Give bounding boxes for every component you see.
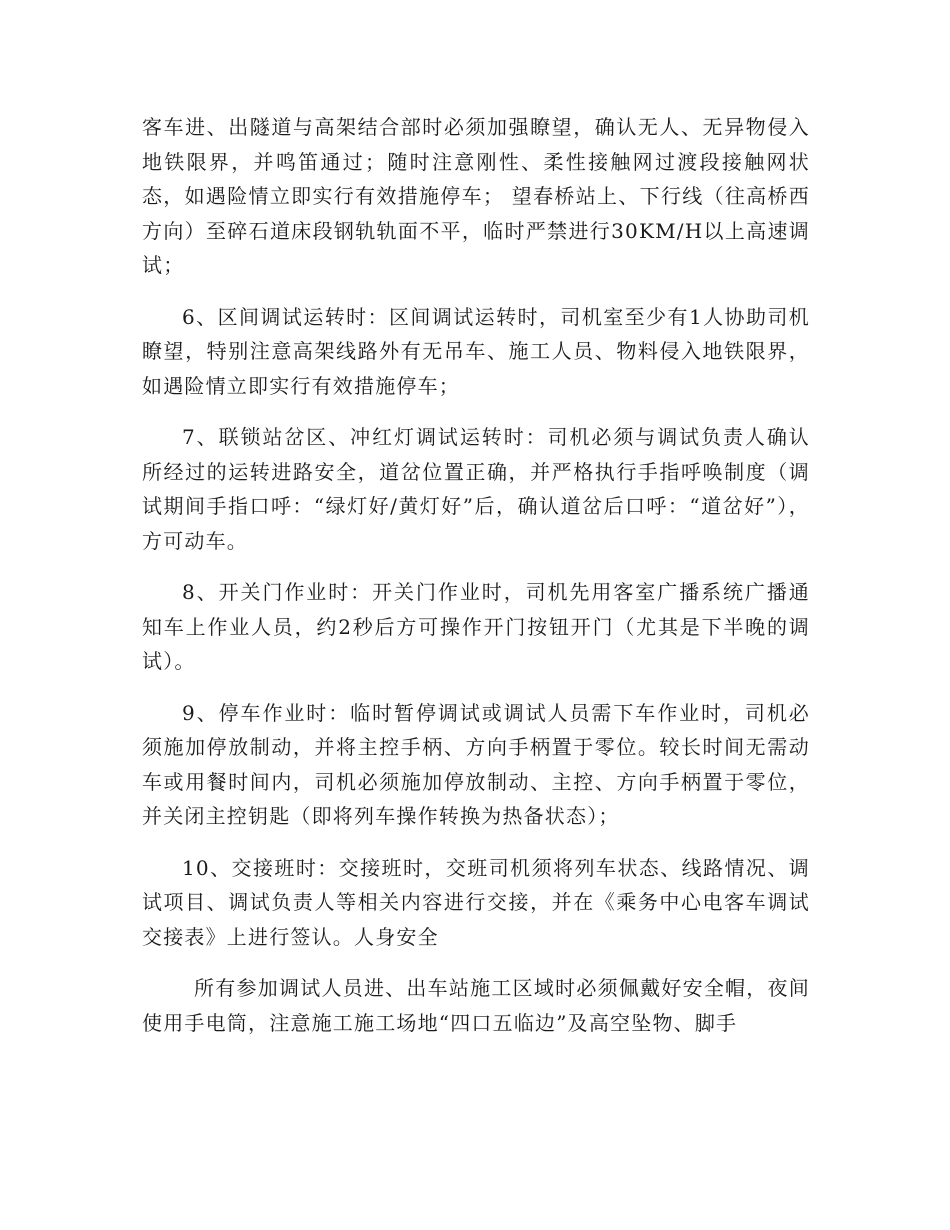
- document-body: [142, 110, 810, 1057]
- paragraph-continuation: 客车进、出隧道与高架结合部时必须加强瞭望，确认无人、无异物侵入地铁限界，并鸣笛通过；随时注意刚性、柔性接触网过渡段接触网状态，如遇险情立即实行有效措施停车； 望春桥站上、下行线（往高桥西方向）至碎石道床段钢轨轨面不平，临时严禁进行30KM/H以上高速调试；: [142, 115, 810, 277]
- paragraph-item-6: 6、区间调试运转时：区间调试运转时，司机室至少有1人协助司机瞭望，特别注意高架线路外有无吊车、施工人员、物料侵入地铁限界，如遇险情立即实行有效措施停车；: [142, 304, 810, 398]
- paragraph-item-10: 10、交接班时：交接班时，交班司机须将列车状态、线路情况、调试项目、调试负责人等相关内容进行交接，并在《乘务中心电客车调试交接表》上进行签认。人身安全: [142, 855, 810, 949]
- paragraph-item-9: 9、停车作业时：临时暂停调试或调试人员需下车作业时，司机必须施加停放制动，并将主控手柄、方向手柄置于零位。较长时间无需动车或用餐时间内，司机必须施加停放制动、主控、方向手柄置于零位，并关闭主控钥匙（即将列车操作转换为热备状态）；: [142, 700, 810, 828]
- paragraph-item-8: 8、开关门作业时：开关门作业时，司机先用客室广播系统广播通知车上作业人员，约2秒后方可操作开门按钮开门（尤其是下半晚的调试）。: [142, 580, 810, 673]
- paragraph-item-7: 7、联锁站岔区、冲红灯调试运转时：司机必须与调试负责人确认所经过的运转进路安全，道岔位置正确，并严格执行手指呼唤制度（调试期间手指口呼：“绿灯好/黄灯好”后，确认道岔后口呼：“道岔好”），方可动车。: [142, 425, 810, 553]
- paragraph-personal-safety: 所有参加调试人员进、出车站施工区域时必须佩戴好安全帽，夜间使用手电筒，注意施工施工场地“四口五临边”及高空坠物、脚手: [142, 976, 810, 1035]
